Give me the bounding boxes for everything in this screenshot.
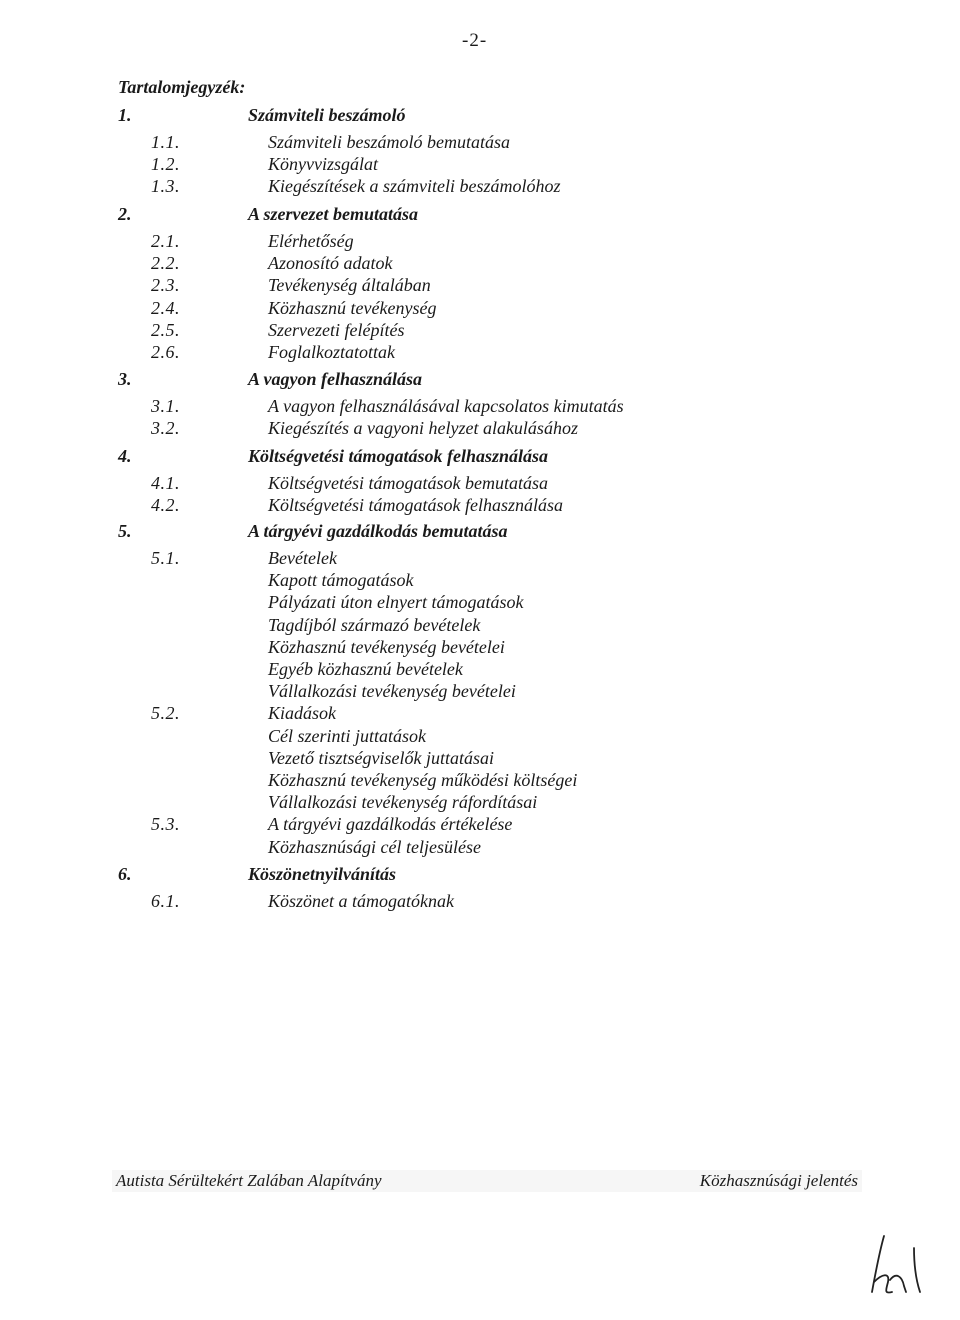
toc-entry-text: Vállalkozási tevékenység ráfordításai <box>268 792 538 813</box>
toc-section <box>0 369 960 391</box>
toc-entry-text: A tárgyévi gazdálkodás értékelése <box>268 814 513 835</box>
toc-entry <box>0 637 960 659</box>
toc-entry-text: Foglalkoztatottak <box>268 342 395 362</box>
toc-entry-text: Számviteli beszámoló bemutatása <box>268 132 510 152</box>
toc-section-number: 2. <box>118 204 132 224</box>
toc-section <box>0 105 960 127</box>
toc-entry-number: 5.3. <box>151 814 180 835</box>
toc-entry-number: 5.2. <box>151 703 180 724</box>
toc-entry-text: Tagdíjból származó bevételek <box>268 614 481 635</box>
toc-entry <box>0 814 960 836</box>
toc-entry-number: 2.6. <box>151 342 180 362</box>
toc-entry <box>0 473 960 495</box>
toc-entry-text: Cél szerinti juttatások <box>268 725 427 746</box>
toc-entry <box>0 495 960 517</box>
toc-entry <box>0 703 960 725</box>
toc-section <box>0 864 960 886</box>
toc-section-number: 4. <box>118 446 132 466</box>
toc-entry-number: 1.1. <box>151 132 180 152</box>
toc-entry-number: 4.2. <box>151 495 180 516</box>
toc-entry <box>0 320 960 342</box>
toc-section-number: 5. <box>118 521 132 541</box>
toc-section-title: Számviteli beszámoló <box>248 105 406 125</box>
toc-entry-number: 2.3. <box>151 275 180 296</box>
toc-entry <box>0 132 960 154</box>
toc-entry <box>0 570 960 592</box>
toc-entry-text: A vagyon felhasználásával kapcsolatos kimutatás <box>268 396 624 416</box>
toc-entry-text: Vezető tisztségviselők juttatásai <box>268 747 494 768</box>
toc-entry-text: Közhasznúsági cél teljesülése <box>268 836 481 857</box>
toc-entry <box>0 748 960 770</box>
toc-entry-number: 2.2. <box>151 253 180 274</box>
toc-entry <box>0 298 960 320</box>
toc-entry-number: 1.3. <box>151 176 180 197</box>
toc-entry-number: 3.1. <box>151 396 180 416</box>
toc-entry-text: Költségvetési támogatások felhasználása <box>268 495 563 516</box>
toc-title: Tartalomjegyzék: <box>118 77 246 97</box>
toc-section <box>0 521 960 543</box>
toc-entry <box>0 792 960 814</box>
toc-entry-text: Tevékenység általában <box>268 275 431 296</box>
toc-entry-text: Pályázati úton elnyert támogatások <box>268 592 524 613</box>
toc-entry-text: Közhasznú tevékenység működési költségei <box>268 770 578 790</box>
toc-entry-number: 2.1. <box>151 231 180 251</box>
toc-section-title: A szervezet bemutatása <box>248 204 418 224</box>
toc-entry <box>0 770 960 792</box>
toc-entry <box>0 418 960 440</box>
toc-entry-number: 5.1. <box>151 548 180 568</box>
toc-entry <box>0 154 960 176</box>
toc-entry <box>0 726 960 748</box>
toc-entry-text: Kiegészítés a vagyoni helyzet alakulásához <box>268 418 578 439</box>
toc-entry-text: Költségvetési támogatások bemutatása <box>268 473 548 493</box>
toc-entry-number: 4.1. <box>151 473 180 493</box>
toc-entry-text: Kapott támogatások <box>268 570 414 591</box>
toc-entry-text: Közhasznú tevékenység <box>268 297 437 318</box>
toc-entry <box>0 837 960 859</box>
toc-entry <box>0 659 960 681</box>
toc-entry <box>0 253 960 275</box>
toc-entry-number: 6.1. <box>151 891 180 911</box>
toc-entry-text: Elérhetőség <box>268 231 354 251</box>
toc-entry-text: Bevételek <box>268 548 337 568</box>
toc-section <box>0 204 960 226</box>
toc-section-title: A vagyon felhasználása <box>248 369 423 389</box>
toc-entry-number: 3.2. <box>151 418 180 439</box>
toc-entry-text: Kiadások <box>268 703 337 724</box>
toc-entry <box>0 231 960 253</box>
toc-entry <box>0 548 960 570</box>
toc-entry <box>0 275 960 297</box>
toc-entry-text: Egyéb közhasznú bevételek <box>268 659 463 679</box>
toc-entry-text: Azonosító adatok <box>268 253 393 274</box>
toc-section-number: 6. <box>118 864 132 884</box>
toc-section <box>0 446 960 468</box>
toc-entry <box>0 681 960 703</box>
toc-entry-text: Könyvvizsgálat <box>268 154 378 175</box>
toc-entry <box>0 396 960 418</box>
toc-section-number: 3. <box>118 369 132 389</box>
toc-entry-text: Kiegészítések a számviteli beszámolóhoz <box>268 176 561 197</box>
page-number: -2- <box>462 30 488 51</box>
page-footer <box>112 1170 862 1192</box>
toc-entry <box>0 592 960 614</box>
toc-section-title: A tárgyévi gazdálkodás bemutatása <box>248 521 508 541</box>
toc-entry <box>0 615 960 637</box>
toc-section-title: Köszönetnyilvánítás <box>248 864 397 884</box>
toc-section-title: Költségvetési támogatások felhasználása <box>248 446 549 466</box>
toc-entry-text: Vállalkozási tevékenység bevételei <box>268 681 516 702</box>
toc-entry-text: Közhasznú tevékenység bevételei <box>268 636 505 657</box>
handwritten-signature <box>862 1230 932 1300</box>
footer-organization: Autista Sérültekért Zalában Alapítvány <box>116 1171 382 1190</box>
toc-entry-number: 2.4. <box>151 297 180 318</box>
toc-entry-number: 2.5. <box>151 319 180 340</box>
toc-entry <box>0 342 960 364</box>
toc-entry <box>0 891 960 913</box>
toc-entry-text: Köszönet a támogatóknak <box>268 891 454 911</box>
toc-entry-text: Szervezeti felépítés <box>268 319 405 340</box>
toc-entry-number: 1.2. <box>151 154 180 175</box>
toc-section-number: 1. <box>118 105 132 125</box>
toc-entry <box>0 176 960 198</box>
footer-report-title: Közhasznúsági jelentés <box>699 1171 858 1190</box>
